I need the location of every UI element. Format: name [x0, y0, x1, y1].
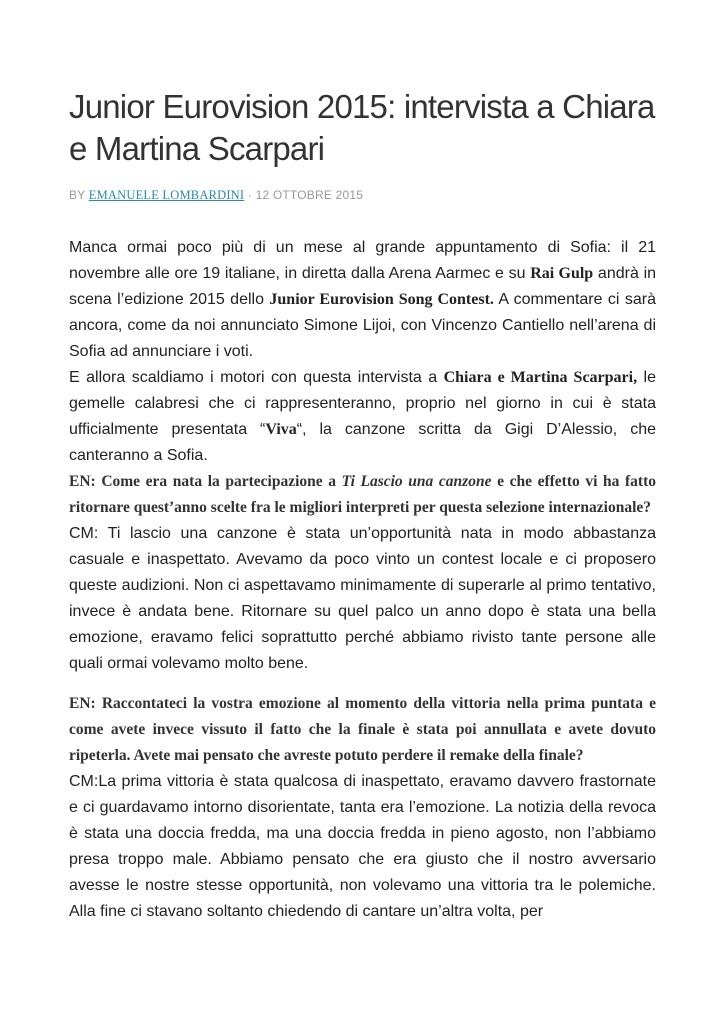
byline	[69, 188, 656, 203]
text-run: “, la canzone scritta da Gigi D’Alessio, che canteranno a Sofia.	[69, 421, 657, 464]
article-body	[69, 235, 656, 925]
byline-separator: ·	[247, 188, 253, 202]
bold-run: Viva	[265, 421, 297, 438]
bold-run: Chiara e Martina Scarpari,	[443, 369, 638, 386]
article-title: Junior Eurovision 2015: intervista a Chiara e Martina Scarpari	[69, 88, 655, 167]
question-2: EN: Raccontateci la vostra emozione al momento della vittoria nella prima puntata e come avete invece vissuto il fatto che la finale è stata poi annullata e avete dovuto ripeterla. Avete mai pensato che avreste potuto perdere il remake della finale?	[69, 695, 656, 764]
paragraph-intro	[69, 235, 656, 365]
answer-2: CM:La prima vittoria è stata qualcosa di inaspettato, eravamo davvero frastornate e ci guardavamo intorno disorientate, tanta era l’emozione. La notizia della revoca è stata una doccia fredda, ma una doccia fredda in pieno agosto, non l’abbiamo presa troppo male. Abbiamo pensato che era giusto che il nostro avversario avesse le nostre stesse opportunità, non volevamo una vittoria tra le polemiche. Alla fine ci stavano soltanto chiedendo di cantare un’altra volta, per	[69, 773, 656, 920]
text-run: A commentare ci sarà ancora, come da noi annunciato Simone Lijoi, con Vincenzo Cantiello nell’arena di Sofia ad annunciare i voti.	[69, 291, 657, 360]
bold-run: Rai Gulp	[530, 265, 594, 282]
byline-prefix: BY	[69, 188, 86, 202]
answer-1: CM: Ti lascio una canzone è stata un’opportunità nata in modo abbastanza casuale e inaspettato. Avevamo da poco vinto un contest locale e ci proposero queste audizioni. Non ci aspettavamo minimamente di superarle al primo tentativo, invece è andata bene. Ritornare su quel palco un anno dopo è stata una bella emozione, eravamo felici soprattutto perché abbiamo rivisto tante persone alle quali ormai volevamo molto bene.	[69, 525, 656, 672]
bold-run: Junior Eurovision Song Contest.	[269, 291, 494, 308]
text-run: Manca ormai poco più di un mese al grande appuntamento di Sofia: il 21 novembre alle ore 19 italiane, in diretta dalla Arena Aarmec e su	[69, 239, 656, 282]
text-run: e che effetto vi ha fatto ritornare quest’anno scelte fra le migliori interpreti per questa selezione internazionale?	[69, 473, 657, 516]
italic-run: Ti Lascio una canzone	[341, 473, 492, 490]
text-run: le gemelle calabresi che ci rappresenteranno, proprio nel giorno in cui è stata ufficialmente presentata “	[69, 369, 656, 438]
text-run: E allora scaldiamo i motori con questa intervista a	[69, 369, 444, 386]
question-1	[69, 469, 656, 521]
article	[69, 86, 656, 925]
paragraph-lead	[69, 365, 656, 469]
author-link[interactable]: EMANUELE LOMBARDINI	[88, 188, 245, 202]
text-run: EN: Come era nata la partecipazione a	[69, 473, 342, 490]
text-run: andrà in scena l’edizione 2015 dello	[69, 265, 657, 308]
publish-date: 12 OTTOBRE 2015	[255, 188, 364, 202]
